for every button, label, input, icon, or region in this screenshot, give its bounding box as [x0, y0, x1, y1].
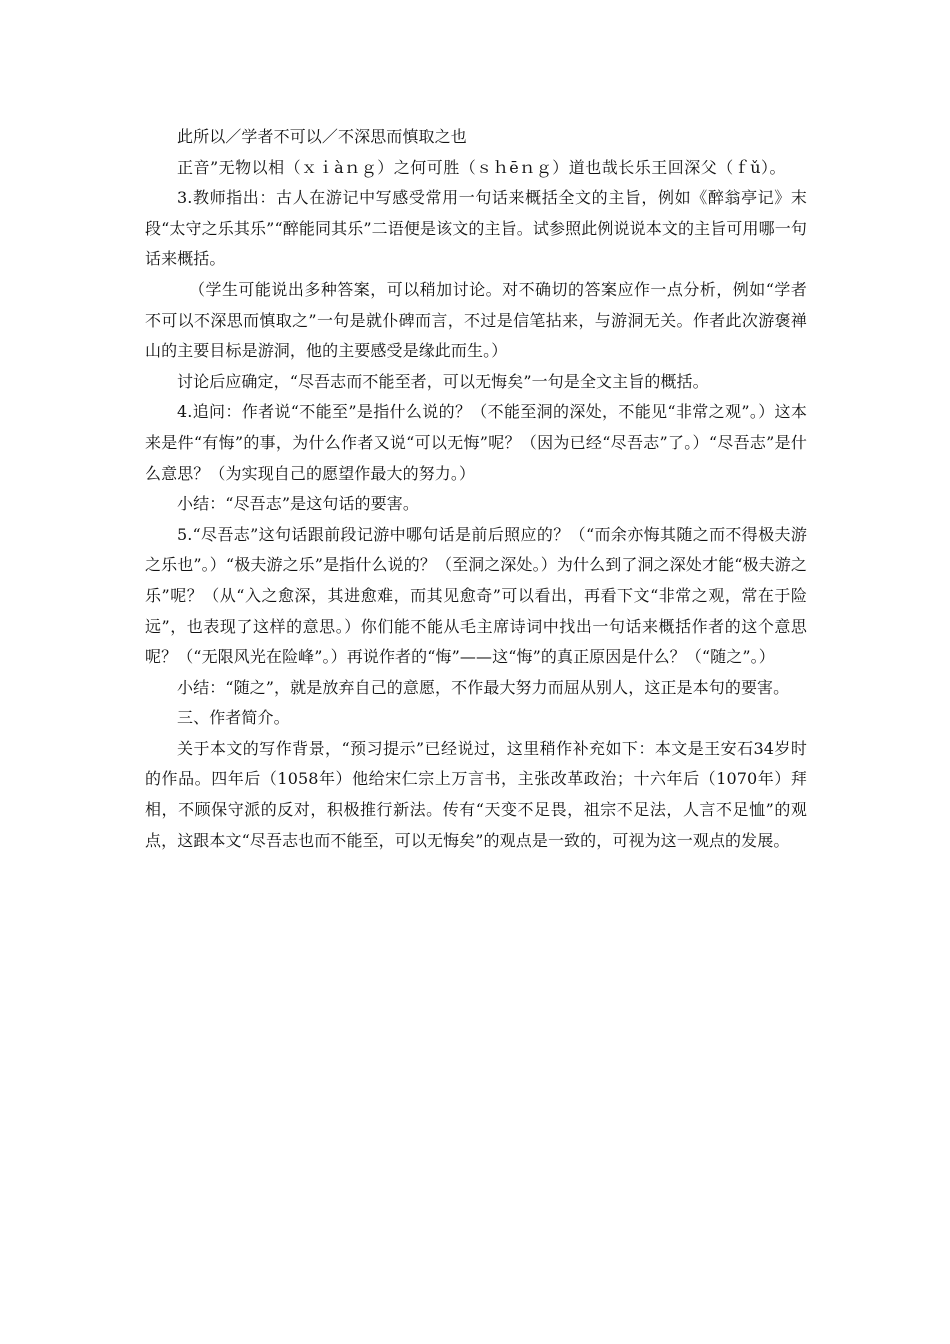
document-page: [145, 122, 807, 856]
paragraph-student-discussion: （学生可能说出多种答案，可以稍加讨论。对不确切的答案应作一点分析，例如“学者不可以不深思而慎取之”一句是就仆碑而言，不过是信笔拈来，与游洞无关。作者此次游褒禅山的主要目标是游洞，他的主要感受是缘此而生。）: [145, 279, 807, 361]
paragraph-teacher-point-3: 3.教师指出：古人在游记中写感受常用一句话来概括全文的主旨，例如《醉翁亭记》末段“太守之乐其乐”“醉能同其乐”二语便是该文的主旨。试参照此例说说本文的主旨可用哪一句话来概括。: [145, 188, 807, 269]
paragraph-sentence-breaks: 此所以／学者不可以／不深思而慎取之也: [177, 127, 467, 146]
paragraph-conclusion: 讨论后应确定，“尽吾志而不能至者，可以无悔矣”一句是全文主旨的概括。: [177, 371, 709, 391]
section-heading-author: 三、作者简介。: [177, 708, 290, 728]
paragraph-summary-1: 小结：“尽吾志”是这句话的要害。: [177, 494, 419, 514]
paragraph-pronunciation: 正音”无物以相（ｘｉàｎｇ）之何可胜（ｓｈēｎｇ）道也哉长乐王回深父（ｆǔ）。: [177, 157, 786, 177]
paragraph-summary-2: 小结：“随之”，就是放弃自己的意愿，不作最大努力而屈从别人，这正是本句的要害。: [177, 677, 790, 697]
paragraph-question-5: 5.“尽吾志”这句话跟前段记游中哪句话是前后照应的？（“而余亦悔其随之而不得极夫游之乐也”。）“极夫游之乐”是指什么说的？（至洞之深处。）为什么到了洞之深处才能“极夫游之乐”呢？（从“入之愈深，其进愈难，而其见愈奇”可以看出，再看下文“非常之观，常在于险远”，也表现了这样的意思。）你们能不能从毛主席诗词中找出一句话来概括作者的这个意思呢？（“无限风光在险峰”。）再说作者的“悔”——这“悔”的真正原因是什么？（“随之”。）: [145, 524, 807, 667]
paragraph-follow-up-4: 4.追问：作者说“不能至”是指什么说的？（不能至洞的深处，不能见“非常之观”。）这本来是件“有悔”的事，为什么作者又说“可以无悔”呢？（因为已经“尽吾志”了。）“尽吾志”是什么意思？（为实现自己的愿望作最大的努力。）: [145, 402, 807, 483]
paragraph-author-background: 关于本文的写作背景，“预习提示”已经说过，这里稍作补充如下：本文是王安石34岁时的作品。四年后（1058年）他给宋仁宗上万言书，主张改革政治；十六年后（1070年）拜相，不顾保守派的反对，积极推行新法。传有“天变不足畏，祖宗不足法，人言不足恤”的观点，这跟本文“尽吾志也而不能至，可以无悔矣”的观点是一致的，可视为这一观点的发展。: [145, 738, 807, 850]
